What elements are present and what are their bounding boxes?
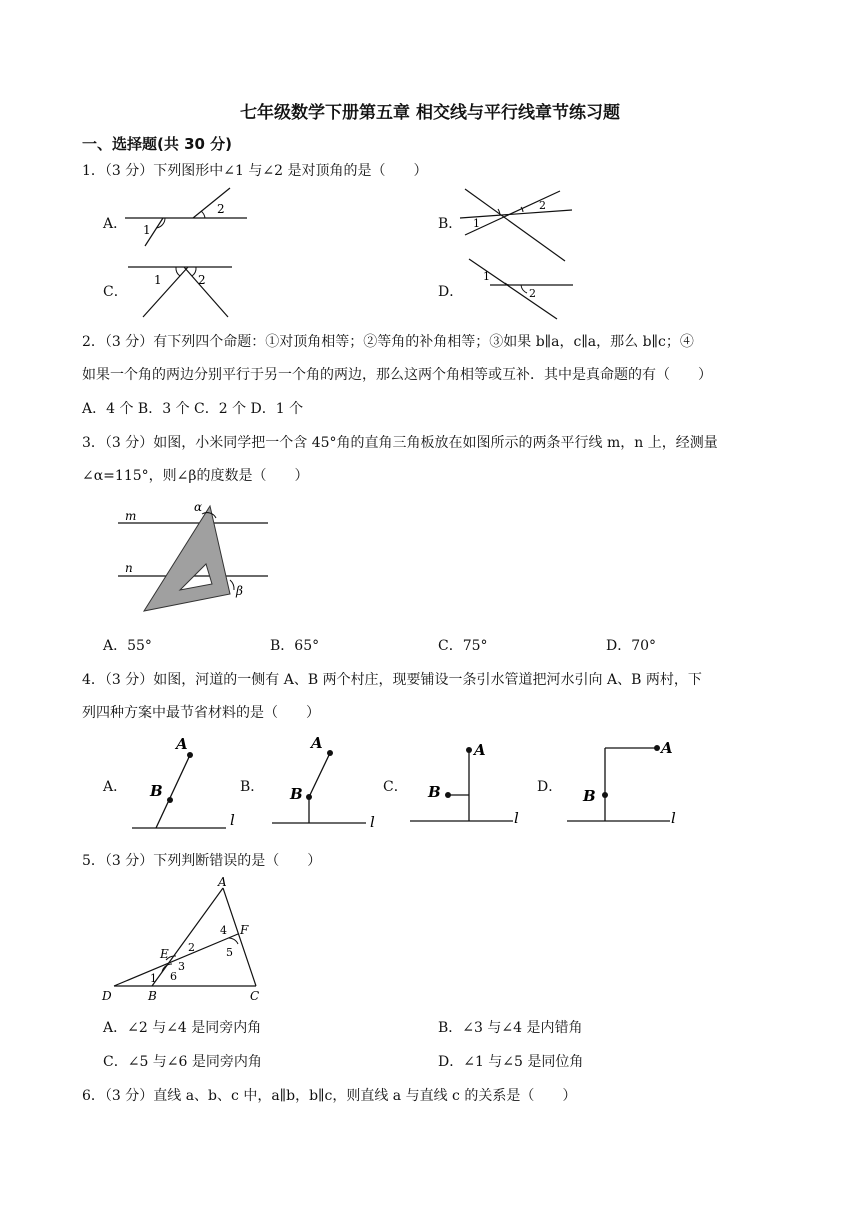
q1-figure-b — [460, 185, 575, 263]
q4-figure-c — [408, 733, 528, 833]
question-3-line-1: 3．（3 分）如图，小米同学把一个含 45°角的直角三角板放在如图所示的两条平行线 m，n 上，经测量 — [82, 435, 718, 451]
q4d-point-a-label: A — [661, 739, 673, 757]
q1a-angle-2-label: 2 — [217, 202, 225, 216]
q5-figure — [100, 875, 275, 1003]
question-2-line-2: 如果一个角的两边分别平行于另一个角的两边，那么这两个角相等或互补．其中是真命题的有（ ） — [82, 367, 712, 383]
q4c-point-a-label: A — [474, 741, 486, 759]
q4-option-b-label: B． — [240, 779, 265, 795]
q3-option-b: B．65° — [270, 638, 320, 654]
question-2-line-1: 2．（3 分）有下列四个命题：①对顶角相等；②等角的补角相等；③如果 b∥a，c∥a，那么 b∥c；④ — [82, 334, 694, 350]
q4a-point-a-label: A — [176, 735, 188, 753]
q5-option-d: D．∠1 与∠5 是同位角 — [438, 1054, 584, 1070]
question-2-options: A．4 个 B．3 个 C．2 个 D．1 个 — [82, 401, 304, 417]
question-4-line-2: 列四种方案中最节省材料的是（ ） — [82, 705, 320, 721]
q4b-point-a-label: A — [311, 734, 323, 752]
q1-option-d-label: D． — [438, 284, 464, 300]
q5-angle-6-label: 6 — [170, 970, 177, 983]
q1-figure-d — [465, 255, 577, 325]
q3-option-a: A．55° — [103, 638, 152, 654]
q4-option-d-label: D． — [537, 779, 563, 795]
q1-option-c-label: C． — [103, 284, 128, 300]
q5-angle-5-label: 5 — [226, 946, 233, 959]
q1-figure-a — [125, 188, 250, 258]
q4b-point-b-label: B — [290, 785, 303, 803]
q5-vertex-f-label: F — [240, 923, 249, 937]
q1d-angle-2-label: 2 — [529, 287, 536, 300]
q3-line-n-label: n — [125, 561, 133, 575]
question-4-line-1: 4．（3 分）如图，河道的一侧有 A、B 两个村庄，现要铺设一条引水管道把河水引向 A、B 两村，下 — [82, 672, 702, 688]
q4-figure-d — [565, 733, 685, 833]
q4b-line-l-label: l — [370, 813, 375, 831]
q4c-point-b-label: B — [428, 783, 441, 801]
q4d-line-l-label: l — [671, 809, 676, 827]
q5-angle-3-label: 3 — [178, 960, 185, 973]
q5-option-c: C．∠5 与∠6 是同旁内角 — [103, 1054, 262, 1070]
q5-angle-4-label: 4 — [220, 924, 227, 937]
q3-alpha-label: α — [194, 500, 203, 514]
document-title: 七年级数学下册第五章 相交线与平行线章节练习题 — [240, 103, 620, 123]
q4d-point-b-label: B — [583, 787, 596, 805]
q4-option-c-label: C． — [383, 779, 408, 795]
q3-line-m-label: m — [125, 509, 137, 523]
q1b-angle-2-label: 2 — [539, 199, 546, 212]
q3-figure — [110, 498, 280, 618]
q1d-angle-1-label: 1 — [483, 270, 490, 283]
q1a-angle-1-label: 1 — [143, 223, 151, 237]
q4a-point-b-label: B — [150, 782, 163, 800]
q4-figure-b — [270, 733, 385, 833]
q5-vertex-e-label: E — [160, 947, 169, 961]
question-3-line-2: ∠α=115°，则∠β的度数是（ ） — [82, 468, 309, 484]
q4c-line-l-label: l — [514, 809, 519, 827]
q5-vertex-b-label: B — [148, 989, 157, 1003]
question-6-stem: 6．（3 分）直线 a、b、c 中，a∥b，b∥c，则直线 a 与直线 c 的关系是（ ） — [82, 1088, 577, 1104]
q1c-angle-2-label: 2 — [198, 273, 206, 287]
section-heading: 一、选择题(共 30 分) — [82, 135, 233, 153]
q5-option-a: A．∠2 与∠4 是同旁内角 — [103, 1020, 262, 1036]
q5-angle-2-label: 2 — [188, 941, 195, 954]
q1-figure-c — [128, 262, 236, 320]
q5-vertex-c-label: C — [250, 989, 260, 1003]
q5-angle-1-label: 1 — [150, 972, 157, 985]
q1-option-a-label: A． — [103, 216, 128, 232]
q5-vertex-a-label: A — [218, 875, 227, 889]
q5-option-b: B．∠3 与∠4 是内错角 — [438, 1020, 583, 1036]
q1-option-b-label: B． — [438, 216, 463, 232]
question-1-stem: 1．（3 分）下列图形中∠1 与∠2 是对顶角的是（ ） — [82, 163, 428, 179]
q3-beta-label: β — [236, 584, 243, 598]
q4-option-a-label: A． — [103, 779, 128, 795]
q4-figure-a — [130, 733, 245, 833]
q3-option-d: D．70° — [606, 638, 657, 654]
q5-vertex-d-label: D — [102, 989, 112, 1003]
q4a-line-l-label: l — [230, 811, 235, 829]
q1b-angle-1-label: 1 — [473, 217, 480, 230]
q3-option-c: C．75° — [438, 638, 488, 654]
q1c-angle-1-label: 1 — [154, 273, 162, 287]
question-5-stem: 5．（3 分）下列判断错误的是（ ） — [82, 853, 322, 869]
